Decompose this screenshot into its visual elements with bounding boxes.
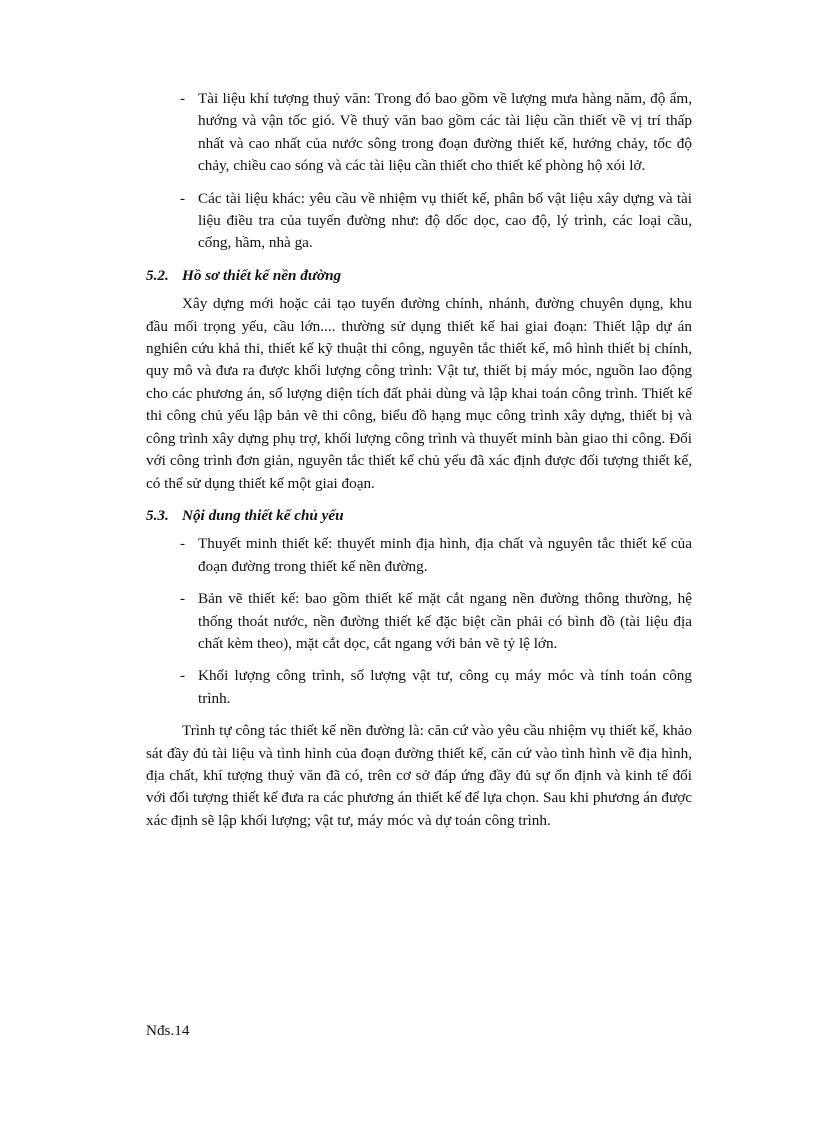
body-paragraph: Xây dựng mới hoặc cải tạo tuyến đường chính, nhánh, đường chuyên dụng, khu đầu mối trọng yếu, cầu lớn.... thường sử dụng thiết kế hai giai đoạn: Thiết lập dự án nghiên cứu khả thi, thiết kế kỹ thuật thi công, nguyên tắc thiết kế, mô hình thiết bị chính, quy mô và đưa ra được khối lượng công trình: Vật tư, thiết bị máy móc, nguồn lao động cho các phương án, số lượng diện tích đất phải dùng và lập khai toán công trình. Thiết kế thi công chủ yếu lập bản vẽ thi công, biểu đồ hạng mục công trình xây dựng, thiết bị và công trình xây dựng phụ trợ, khối lượng công trình và thuyết minh bàn giao thi công. Đối với công trình đơn giản, nguyên tắc thiết kế chủ yếu đã xác định được đối tượng thiết kế, có thể sử dụng thiết kế một giai đoạn. [146, 295, 692, 492]
section-heading [146, 505, 692, 527]
list-item-text: Tài liệu khí tượng thuỷ văn: Trong đó bao gồm về lượng mưa hàng năm, độ ẩm, hướng và vận tốc gió. Về thuỷ văn bao gồm các tài liệu cần thiết về vị trí thấp nhất và cao nhất của nước sông trong đoạn đường thiết kế, hướng chảy, tốc độ chảy, chiều cao sóng và các tài liệu cần thiết cho thiết kế phòng hộ xói lở. [198, 90, 692, 175]
list-item [146, 665, 692, 710]
list-item [146, 533, 692, 578]
body-paragraph: Trình tự công tác thiết kế nền đường là: căn cứ vào yêu cầu nhiệm vụ thiết kế, khảo sát đầy đủ tài liệu và tình hình của đoạn đường thiết kế, căn cứ vào tình hình về địa hình, địa chất, khí tượng thuỷ văn đã có, trên cơ sở đáp ứng đầy đủ sự ổn định và kinh tế đối với đối tượng thiết kế đưa ra các phương án thiết kế để lựa chọn. Sau khi phương án được xác định sẽ lập khối lượng; vật tư, máy móc và dự toán công trình. [146, 722, 692, 829]
section-title: Hồ sơ thiết kế nền đường [182, 266, 342, 284]
section-number: 5.3. [146, 506, 169, 524]
list-item-text: Các tài liệu khác: yêu cầu về nhiệm vụ thiết kế, phân bố vật liệu xây dựng và tài liệu điều tra của tuyến đường như: độ dốc dọc, cao độ, lý trình, các loại cầu, cống, hầm, nhà ga. [198, 189, 692, 252]
list-item [146, 188, 692, 255]
bullet-marker: - [180, 667, 186, 685]
list-item [146, 588, 692, 655]
section-number: 5.2. [146, 266, 169, 284]
bullet-marker: - [180, 189, 186, 207]
bullet-marker: - [180, 90, 186, 107]
list-item-text: Thuyết minh thiết kế: thuyết minh địa hình, địa chất và nguyên tắc thiết kế của đoạn đường trong thiết kế nền đường. [198, 535, 692, 575]
page-footer-label: Nđs.14 [146, 1022, 190, 1039]
bullet-marker: - [180, 590, 186, 608]
document-page [146, 88, 692, 842]
list-item-text: Khối lượng công trình, số lượng vật tư, công cụ máy móc và tính toán công trình. [198, 667, 692, 707]
bullet-marker: - [180, 535, 186, 553]
list-item-text: Bản vẽ thiết kế: bao gồm thiết kế mặt cắt ngang nền đường thông thường, hệ thống thoát nước, nền đường thiết kế đặc biệt cần phải có bình đồ (tài liệu địa chất kèm theo), mặt cắt dọc, cắt ngang với bản vẽ tỷ lệ lớn. [198, 590, 692, 652]
section-title: Nội dung thiết kế chủ yếu [182, 506, 344, 524]
section-heading [146, 265, 692, 287]
list-item [146, 88, 692, 178]
